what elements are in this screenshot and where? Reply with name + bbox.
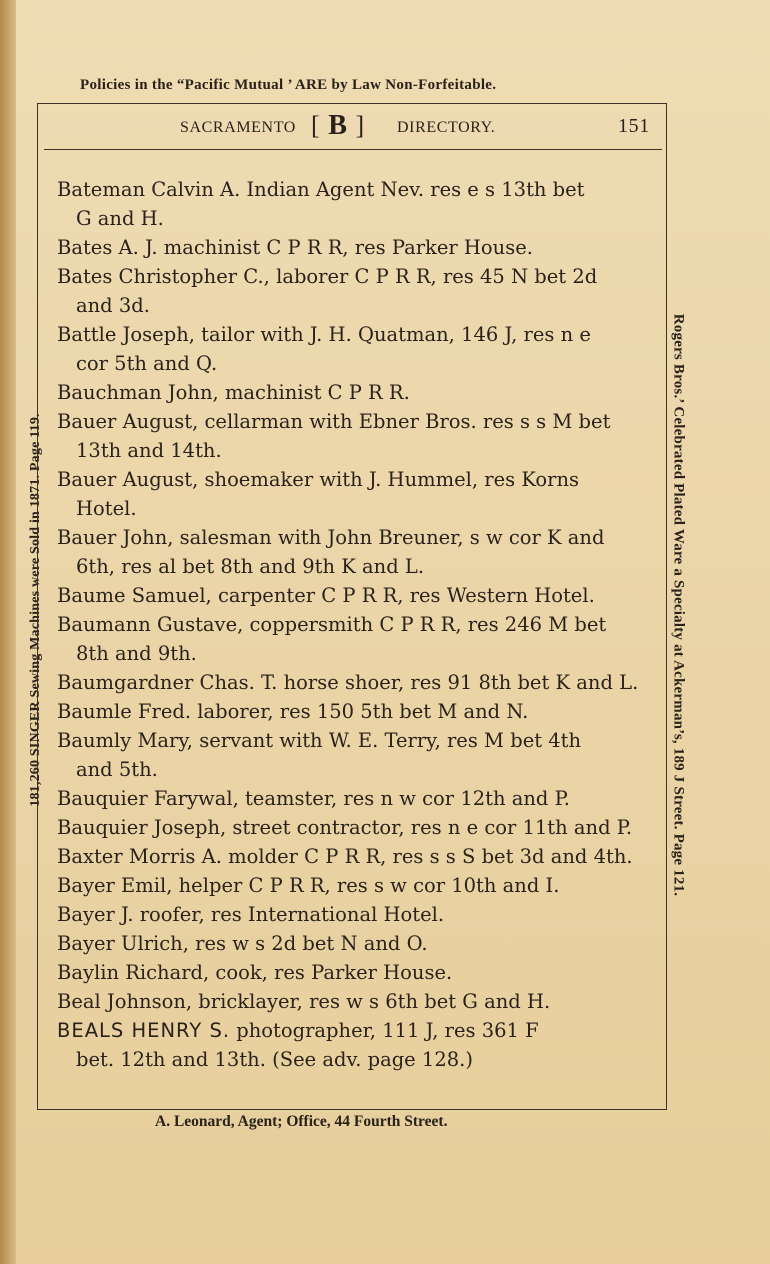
header-section-letter: B xyxy=(328,110,348,141)
entry-line: Bauer August, shoemaker with J. Hummel, res Korns xyxy=(57,468,580,491)
directory-entry-featured xyxy=(57,1016,652,1074)
entry-line: Baumgardner Chas. T. horse shoer, res 91 8th bet K and L. xyxy=(57,671,639,694)
directory-entry xyxy=(57,581,652,610)
header-close-bracket: ] xyxy=(355,111,365,140)
entry-line: Bauer John, salesman with John Breuner, s w cor K and xyxy=(57,526,605,549)
directory-entries xyxy=(57,175,652,1074)
directory-entry xyxy=(57,465,652,523)
directory-entry xyxy=(57,320,652,378)
entry-line: Bateman Calvin A. Indian Agent Nev. res e s 13th bet xyxy=(57,178,585,201)
entry-line: Bauquier Farywal, teamster, res n w cor 12th and P. xyxy=(57,787,570,810)
entry-continuation: cor 5th and Q. xyxy=(76,352,218,375)
directory-entry xyxy=(57,175,652,233)
directory-entry xyxy=(57,262,652,320)
directory-entry xyxy=(57,987,652,1016)
entry-continuation: bet. 12th and 13th. (See adv. page 128.) xyxy=(76,1048,473,1071)
directory-entry xyxy=(57,929,652,958)
entry-line: Bates Christopher C., laborer C P R R, res 45 N bet 2d xyxy=(57,265,598,288)
entry-line: Bayer J. roofer, res International Hotel. xyxy=(57,903,445,926)
entry-line: Bayer Ulrich, res w s 2d bet N and O. xyxy=(57,932,428,955)
entry-line: Baylin Richard, cook, res Parker House. xyxy=(57,961,453,984)
entry-continuation: 6th, res al bet 8th and 9th K and L. xyxy=(76,555,425,578)
directory-entry xyxy=(57,610,652,668)
entry-continuation: and 5th. xyxy=(76,758,158,781)
right-margin-text: Rogers Bros.’ Celebrated Plated Ware a Specialty at Ackerman’s, 189 J Street. Page 121. xyxy=(670,313,687,897)
directory-entry xyxy=(57,784,652,813)
entry-line: Bauquier Joseph, street contractor, res n e cor 11th and P. xyxy=(57,816,633,839)
running-header xyxy=(180,110,652,146)
directory-entry xyxy=(57,900,652,929)
right-margin-advertisement xyxy=(664,205,692,1005)
entry-line: Bauer August, cellarman with Ebner Bros. res s s M bet xyxy=(57,410,611,433)
featured-entry-details: photographer, 111 J, res 361 F xyxy=(230,1019,539,1042)
entry-line: Bayer Emil, helper C P R R, res s w cor 10th and I. xyxy=(57,874,560,897)
header-open-bracket: [ xyxy=(311,111,321,140)
top-advertisement: Policies in the “Pacific Mutual ’ ARE by Law Non-Forfeitable. xyxy=(80,77,497,93)
entry-line: Baumly Mary, servant with W. E. Terry, res M bet 4th xyxy=(57,729,582,752)
entry-continuation: 13th and 14th. xyxy=(76,439,222,462)
directory-entry xyxy=(57,697,652,726)
directory-entry xyxy=(57,842,652,871)
featured-entry-name: BEALS HENRY S. xyxy=(57,1019,231,1042)
directory-entry xyxy=(57,813,652,842)
entry-continuation: Hotel. xyxy=(76,497,137,520)
left-margin-text: 181,260 SINGER Sewing Machines were Sold in 1871. Page 119. xyxy=(28,413,43,807)
header-letter-group xyxy=(311,110,365,142)
bottom-advertisement: A. Leonard, Agent; Office, 44 Fourth Street. xyxy=(155,1113,448,1130)
directory-entry xyxy=(57,407,652,465)
directory-entry xyxy=(57,378,652,407)
entry-line: Baxter Morris A. molder C P R R, res s s S bet 3d and 4th. xyxy=(57,845,633,868)
directory-entry xyxy=(57,871,652,900)
entry-line: Baumann Gustave, coppersmith C P R R, res 246 M bet xyxy=(57,613,607,636)
directory-entry xyxy=(57,233,652,262)
entry-continuation: G and H. xyxy=(76,207,164,230)
book-spine xyxy=(0,0,16,1264)
entry-line: Beal Johnson, bricklayer, res w s 6th bet G and H. xyxy=(57,990,551,1013)
entry-line: Baumle Fred. laborer, res 150 5th bet M and N. xyxy=(57,700,529,723)
entry-continuation: 8th and 9th. xyxy=(76,642,197,665)
entry-continuation: and 3d. xyxy=(76,294,150,317)
entry-line: Bauchman John, machinist C P R R. xyxy=(57,381,410,404)
page-number: 151 xyxy=(618,115,650,137)
header-title: DIRECTORY. xyxy=(397,119,496,136)
entry-line: Battle Joseph, tailor with J. H. Quatman, 146 J, res n e xyxy=(57,323,591,346)
header-rule xyxy=(44,149,662,150)
header-city: SACRAMENTO xyxy=(180,119,296,136)
directory-entry xyxy=(57,523,652,581)
directory-entry xyxy=(57,668,652,697)
entry-line: Baume Samuel, carpenter C P R R, res Western Hotel. xyxy=(57,584,595,607)
entry-line: Bates A. J. machinist C P R R, res Parker House. xyxy=(57,236,533,259)
directory-entry xyxy=(57,958,652,987)
directory-entry xyxy=(57,726,652,784)
